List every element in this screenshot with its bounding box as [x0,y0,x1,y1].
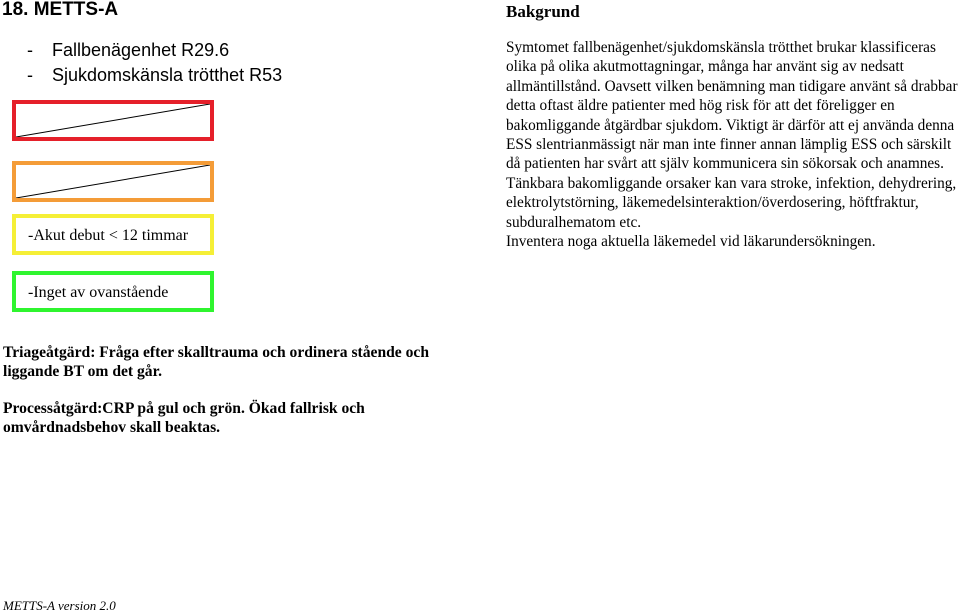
page-title: 18. METTS-A [2,0,119,20]
background-text [506,38,958,251]
parameter-label: Fallbenägenhet R29.6 [52,40,230,60]
process-action: Processåtgärd:CRP på gul och grön. Ökad fallrisk och omvårdnadsbehov skall beaktas. [3,400,365,436]
red-level-box [12,100,214,141]
background-paragraph: Inventera noga aktuella läkemedel vid läkarundersökningen. [506,233,876,251]
yellow-level-label: -Akut debut < 12 timmar [28,227,189,244]
background-paragraph: Tänkbara bakomliggande orsaker kan vara stroke, infektion, dehydrering, elektrolytstörning, läkemedelsinteraktion/överdosering, höftfraktur, subduralhematom etc. [506,174,957,231]
background-paragraph: Symtomet fallbenägenhet/sjukdomskänsla trötthet brukar klassificeras olika på olika akutmottagningar, många har använt sig av nedsatt allmäntillstånd. Oavsett vilken benämning man tidigare använt så drabbar detta oftast äldre patienter med hög risk för att det föreligger en bakomliggande åtgärdbar sjukdom. Viktigt är därför att ej använda denna ESS slentrianmässigt när man inte finner annan lämplig ESS och särskilt då patienten har svårt att själv kommunicera sin sökorsak och anamnes. [506,39,958,173]
list-dash: - [27,65,33,85]
orange-level-box [12,161,214,202]
list-dash: - [27,40,33,60]
background-heading: Bakgrund [506,2,580,21]
footer-version: METTS-A version 2.0 [3,598,116,613]
parameter-label: Sjukdomskänsla trötthet R53 [52,65,283,85]
triage-action: Triageåtgärd: Fråga efter skalltrauma och ordinera stående och liggande BT om det går. [3,344,430,380]
green-level-label: -Inget av ovanstående [28,284,169,301]
strike-line-icon [16,104,210,137]
strike-line-icon [16,165,210,198]
